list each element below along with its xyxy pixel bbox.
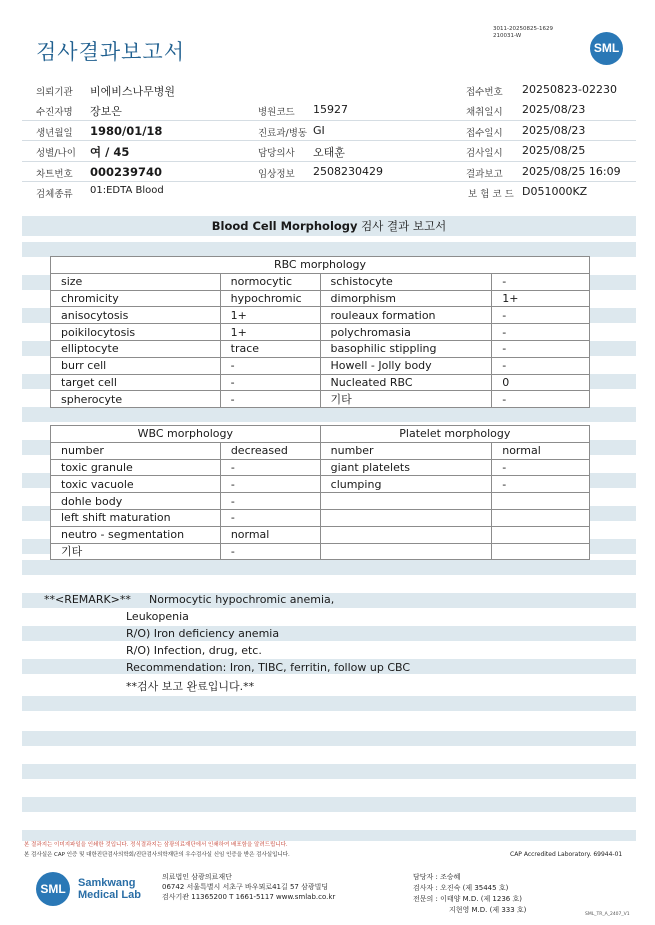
chart-no-value: 000239740 — [90, 164, 163, 179]
table-cell: elliptocyte — [51, 340, 221, 357]
table-row — [51, 493, 590, 510]
dob-value: 1980/01/18 — [90, 123, 163, 138]
remark-line: **검사 보고 완료입니다.** — [126, 680, 255, 693]
stripe — [22, 764, 636, 779]
lab-address-line-2: 06742 서울특별시 서초구 바우뫼로41길 57 삼광빌딩 — [162, 883, 329, 891]
patient-label: 수진자명 — [36, 107, 73, 119]
table-cell: burr cell — [51, 357, 221, 374]
table-row — [51, 307, 590, 324]
table-row — [51, 340, 590, 357]
document-code — [493, 26, 553, 40]
receipt-date-label: 접수일시 — [466, 127, 503, 139]
page-title: 검사결과보고서 — [36, 40, 186, 64]
table-cell: clumping — [320, 476, 492, 493]
table-cell: basophilic stippling — [320, 340, 492, 357]
table-cell: trace — [220, 340, 320, 357]
table-cell: poikilocytosis — [51, 324, 221, 341]
info-row-specimen — [22, 182, 636, 202]
staff-line-3: 전문의 : 이태양 M.D. (제 1236 호) — [413, 895, 522, 903]
receipt-no-label: 접수번호 — [466, 87, 503, 98]
table-cell: left shift maturation — [51, 509, 221, 526]
sex-age-value: 여 / 45 — [90, 145, 130, 160]
samkwang-logo: SML — [36, 872, 70, 906]
table-cell — [320, 493, 492, 510]
table-cell: 기타 — [320, 391, 492, 408]
doctor-label: 담당의사 — [258, 148, 295, 160]
sml-logo: SML — [590, 32, 623, 65]
table-row — [51, 459, 590, 476]
table-cell: 기타 — [51, 543, 221, 560]
rbc-morphology-table — [50, 256, 590, 408]
table-cell: decreased — [220, 442, 320, 459]
certification-note: 본 검사실은 CAP 인증 및 대한진단검사의학회/진단검사의학재단의 우수검사실 신임 인증을 받은 검사실입니다. — [24, 852, 290, 858]
rbc-table-header: RBC morphology — [51, 257, 590, 274]
table-cell — [320, 526, 492, 543]
hospital-value: 비에비스나무병원 — [90, 85, 176, 98]
table-row — [51, 273, 590, 290]
table-cell: 0 — [492, 374, 590, 391]
report-title-en: Blood Cell Morphology — [211, 219, 358, 233]
receipt-no-value: 20250823-02230 — [522, 83, 617, 96]
doctor-value: 오태훈 — [313, 146, 345, 160]
table-cell: - — [492, 476, 590, 493]
table-cell: - — [492, 340, 590, 357]
table-cell — [492, 509, 590, 526]
table-cell — [320, 509, 492, 526]
dept-label: 진료과/병동 — [258, 127, 308, 139]
table-cell: - — [492, 357, 590, 374]
table-cell: spherocyte — [51, 391, 221, 408]
specimen-label: 검체종류 — [36, 188, 73, 200]
table-cell: number — [320, 442, 492, 459]
table-cell: - — [220, 459, 320, 476]
table-cell: normal — [492, 442, 590, 459]
table-cell: normocytic — [220, 273, 320, 290]
info-row-dob — [22, 121, 636, 141]
sex-age-label: 성별/나이 — [36, 148, 76, 160]
stripe — [22, 731, 636, 746]
table-row — [51, 526, 590, 543]
table-row — [51, 290, 590, 307]
table-cell: normal — [220, 526, 320, 543]
table-cell: neutro - segmentation — [51, 526, 221, 543]
print-notice: 본 결과지는 이미지파일을 인쇄한 것입니다. 정식결과지는 삼광의료재단에서 인쇄하여 배포함을 알려드립니다. — [24, 842, 288, 848]
stripe — [22, 407, 636, 422]
table-cell — [492, 493, 590, 510]
report-date-label: 결과보고 — [466, 168, 503, 180]
table-cell — [492, 526, 590, 543]
table-cell: dimorphism — [320, 290, 492, 307]
receipt-date-value: 2025/08/23 — [522, 123, 586, 137]
dept-value: GI — [313, 123, 325, 137]
table-cell: anisocytosis — [51, 307, 221, 324]
staff-line-2: 검사자 : 오진숙 (제 35445 호) — [413, 884, 509, 892]
report-date-value: 2025/08/25 16:09 — [522, 164, 621, 178]
table-cell: giant platelets — [320, 459, 492, 476]
hospital-code-label: 병원코드 — [258, 107, 295, 119]
form-version: SML_TR_A_2407_V1 — [585, 912, 630, 917]
table-cell: dohle body — [51, 493, 221, 510]
table-cell — [492, 543, 590, 560]
lab-name-line-1: Samkwang — [78, 877, 136, 889]
patient-value: 장보은 — [90, 105, 122, 119]
test-date-value: 2025/08/25 — [522, 144, 586, 158]
platelet-table-header: Platelet morphology — [320, 426, 589, 443]
remark-line: R/O) Infection, drug, etc. — [126, 644, 262, 657]
table-cell: - — [220, 374, 320, 391]
table-cell: - — [220, 391, 320, 408]
remark-line: Normocytic hypochromic anemia, — [149, 593, 335, 606]
stripe — [22, 242, 636, 257]
table-cell: - — [220, 493, 320, 510]
table-cell: Nucleated RBC — [320, 374, 492, 391]
collection-date-value: 2025/08/23 — [522, 103, 586, 117]
wbc-platelet-morphology-table — [50, 425, 590, 560]
patient-info-block — [22, 80, 636, 202]
lab-name — [78, 877, 141, 901]
clinical-value: 2508230429 — [313, 164, 383, 178]
table-cell: - — [492, 459, 590, 476]
table-row — [51, 374, 590, 391]
table-cell: - — [492, 273, 590, 290]
remark-line: Recommendation: Iron, TIBC, ferritin, follow up CBC — [126, 661, 411, 674]
document-code-line-2: 210031-W — [493, 33, 522, 39]
table-row — [51, 391, 590, 408]
lab-name-line-2: Medical Lab — [78, 889, 141, 901]
stripe — [22, 626, 636, 641]
table-row — [51, 509, 590, 526]
table-cell: 1+ — [492, 290, 590, 307]
table-cell: 1+ — [220, 307, 320, 324]
table-row — [51, 324, 590, 341]
table-row — [51, 543, 590, 560]
staff-block — [413, 872, 526, 916]
table-row — [51, 442, 590, 459]
info-row-patient — [22, 100, 636, 120]
collection-date-label: 채취일시 — [466, 107, 503, 119]
table-cell: Howell - Jolly body — [320, 357, 492, 374]
report-title-bar — [22, 216, 636, 236]
table-cell: - — [492, 307, 590, 324]
table-cell — [320, 543, 492, 560]
remark-line: R/O) Iron deficiency anemia — [126, 627, 280, 640]
table-cell: toxic vacuole — [51, 476, 221, 493]
table-cell: - — [220, 476, 320, 493]
insurance-value: D051000KZ — [522, 184, 588, 198]
info-row-chart-no — [22, 162, 636, 182]
table-cell: size — [51, 273, 221, 290]
info-row-sex-age — [22, 141, 636, 161]
remark-label: **<REMARK>** — [44, 593, 131, 606]
table-cell: - — [220, 357, 320, 374]
table-cell: hypochromic — [220, 290, 320, 307]
hospital-label: 의뢰기관 — [36, 87, 73, 98]
cap-accreditation: CAP Accredited Laboratory. 69944-01 — [510, 851, 623, 858]
stripe — [22, 797, 636, 812]
lab-address-line-3: 검사기관 11365200 T 1661-5117 www.smlab.co.kr — [162, 893, 336, 901]
hospital-code-value: 15927 — [313, 103, 348, 117]
table-cell: rouleaux formation — [320, 307, 492, 324]
insurance-label: 보 험 코 드 — [468, 188, 514, 200]
table-row — [51, 476, 590, 493]
table-cell: - — [492, 391, 590, 408]
stripe — [22, 560, 636, 575]
clinical-label: 임상정보 — [258, 168, 295, 180]
table-cell: target cell — [51, 374, 221, 391]
table-row — [51, 357, 590, 374]
specimen-value: 01:EDTA Blood — [90, 184, 164, 196]
table-cell: 1+ — [220, 324, 320, 341]
wbc-table-header: WBC morphology — [51, 426, 321, 443]
table-cell: polychromasia — [320, 324, 492, 341]
table-cell: - — [492, 324, 590, 341]
document-code-line-1: 3011-20250825-1629 — [493, 26, 553, 32]
test-date-label: 검사일시 — [466, 148, 503, 160]
chart-no-label: 차트번호 — [36, 168, 73, 180]
staff-line-4: 지현영 M.D. (제 333 호) — [449, 906, 527, 914]
table-cell: number — [51, 442, 221, 459]
table-cell: - — [220, 509, 320, 526]
report-title-ko: 검사 결과 보고서 — [357, 219, 447, 233]
lab-address — [162, 872, 335, 902]
table-cell: - — [220, 543, 320, 560]
staff-line-1: 담당자 : 조승혜 — [413, 873, 461, 881]
remark-line: Leukopenia — [126, 610, 189, 623]
lab-address-line-1: 의료법인 삼광의료재단 — [162, 873, 232, 881]
table-cell: toxic granule — [51, 459, 221, 476]
table-cell: schistocyte — [320, 273, 492, 290]
table-cell: chromicity — [51, 290, 221, 307]
dob-label: 생년월일 — [36, 127, 73, 139]
stripe — [22, 696, 636, 711]
info-row-hospital — [22, 80, 636, 100]
